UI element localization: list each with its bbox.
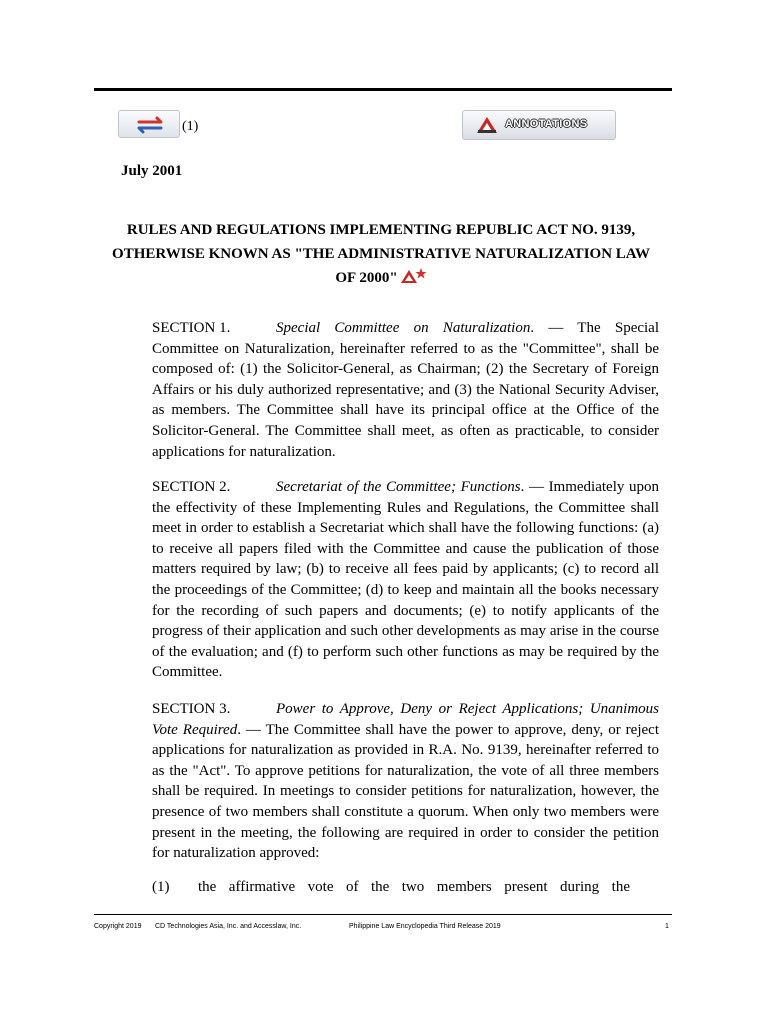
annotation-marker-icon[interactable]: [401, 267, 427, 293]
section-2: [106, 477, 659, 683]
section-2-body: . — Immediately upon the effectivity of these Implementing Rules and Regulations, the Committee shall meet in order to establish a Secretariat which shall have the following functions: (a) to receive all papers filed with the Committee and cause the publication of those matters required by law; (b) to receive all fees paid by applicants; (c) to record all the proceedings of the Committee; (d) to keep and maintain all the books necessary for the recording of such papers and documents; (e) to notify applicants of the progress of their application and such other developments as may arise in the course of the evaluation; and (f) to perform such other functions as may be required by the Committee.: [152, 479, 659, 681]
footer-company: CD Technologies Asia, Inc. and Accesslaw, Inc.: [155, 923, 302, 930]
section-1: [106, 318, 659, 462]
list-item-number: (1): [152, 879, 170, 895]
arrows-icon: [133, 115, 167, 135]
section-3-body: . — The Committee shall have the power to approve, deny, or reject applications for naturalization as provided in R.A. No. 9139, hereinafter referred to as the "Act". To approve petitions for naturalization, the vote of all three members shall be required. In meetings to consider petitions for naturalization, however, the presence of two members shall constitute a quorum. When only two members were present in the meeting, the following are required in order to consider the petition for naturalization approved:: [152, 721, 659, 862]
title-line-3-text: OF 2000": [335, 270, 398, 286]
navigation-number: (1): [182, 119, 199, 134]
section-3-heading: Power to Approve, Deny or Reject Applications; Unanimous Vote Required: [152, 701, 659, 738]
section-3-label: SECTION 3.: [152, 701, 231, 717]
section-1-heading: Special Committee on Naturalization: [276, 320, 531, 336]
section-1-label: SECTION 1.: [152, 320, 231, 336]
section-1-body: . — The Special Committee on Naturalization, hereinafter referred to as the "Committee", shall be composed of: (1) the Solicitor-General, as Chairman; (2) the Secretary of Foreign Affairs or his duly authorized representative; and (3) the National Security Adviser, as members. The Committee shall have its principal office at the Office of the Solicitor-General. The Committee shall meet, as often as practicable, to consider applications for naturalization.: [152, 320, 660, 460]
top-rule: [94, 88, 672, 91]
annotations-logo-icon: [475, 115, 499, 135]
list-item-text: the affirmative vote of the two members present during the: [198, 879, 630, 895]
title-line-2: OTHERWISE KNOWN AS "THE ADMINISTRATIVE NATURALIZATION LAW: [112, 246, 650, 262]
footer-copyright: Copyright 2019: [94, 923, 142, 930]
section-2-heading: Secretariat of the Committee; Functions: [276, 479, 521, 495]
footer-publication: Philippine Law Encyclopedia Third Release 2019: [349, 923, 501, 930]
title-line-1: RULES AND REGULATIONS IMPLEMENTING REPUBLIC ACT NO. 9139,: [126, 222, 636, 238]
navigation-button[interactable]: [118, 110, 180, 138]
document-date: July 2001: [121, 163, 183, 179]
section-2-label: SECTION 2.: [152, 479, 231, 495]
section-3: [106, 699, 659, 864]
footer-page-number: 1: [665, 923, 669, 930]
bottom-rule: [94, 914, 672, 915]
list-item: [152, 879, 630, 896]
annotations-label: ANNOTATIONS: [505, 118, 588, 130]
document-title: [104, 218, 658, 293]
annotations-button[interactable]: [462, 110, 616, 140]
title-line-3: [104, 266, 658, 293]
